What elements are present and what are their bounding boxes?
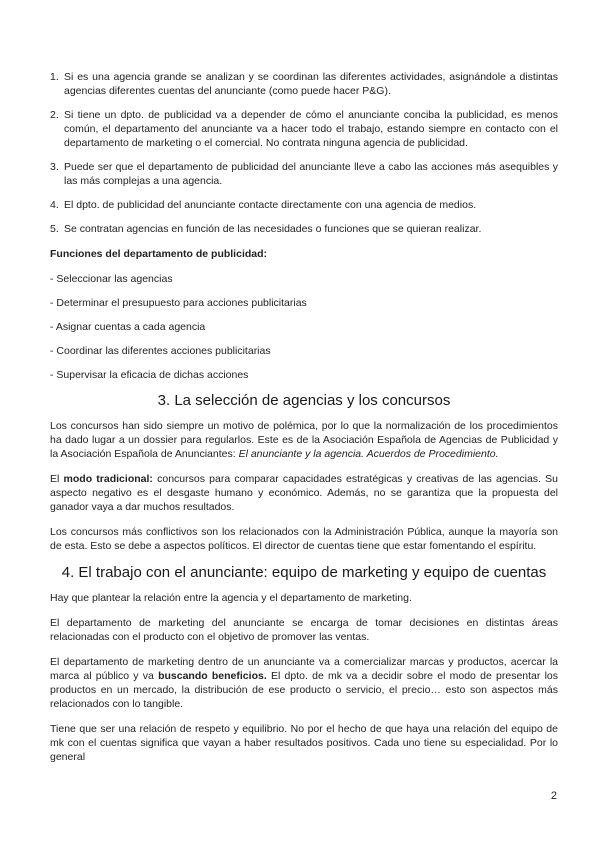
- functions-heading: Funciones del departamento de publicidad:: [50, 248, 268, 260]
- list-item: [50, 70, 558, 98]
- paragraph-text: Los concursos han sido siempre un motivo de polémica, por lo que la normalización de los procedimientos ha dado lugar a un dossier para regularlos. Este es de la Asociación Española de Agencias de Publicidad y la Asociación Española de Anunciantes:: [50, 420, 558, 460]
- list-item-number: 5.: [50, 223, 59, 235]
- function-item: - Asignar cuentas a cada agencia: [50, 321, 206, 333]
- paragraph-text: El departamento de marketing dentro de un anunciante va a comercializar marcas y productos, acercar la marca al público y va: [50, 656, 558, 682]
- list-item-text: El dpto. de publicidad del anunciante contacte directamente con una agencia de medios.: [64, 199, 477, 211]
- list-item-number: 2.: [50, 109, 59, 121]
- paragraph-text: El: [50, 473, 64, 485]
- function-item: - Coordinar las diferentes acciones publicitarias: [50, 345, 271, 357]
- list-item-text: Si tiene un dpto. de publicidad va a depender de cómo el anunciante conciba la publicidad, es menos común, el departamento del anunciante va a hacer todo el trabajo, estando siempre en contacto con el departamento de marketing o el comercial. No contrata ninguna agencia de publicidad.: [64, 109, 558, 149]
- section-4-paragraph: Tiene que ser una relación de respeto y equilibrio. No por el hecho de que haya una relación del equipo de mk con el cuentas significa que vayan a haber resultados positivos. Cada uno tiene su especialidad. Por lo general: [50, 723, 558, 763]
- list-item-number: 3.: [50, 161, 59, 173]
- function-item: - Supervisar la eficacia de dichas acciones: [50, 369, 249, 381]
- page-content: [50, 70, 558, 775]
- list-item-text: Si es una agencia grande se analizan y se coordinan las diferentes actividades, asignándole a distintas agencias diferentes cuentas del anunciante (como puede hacer P&G).: [64, 71, 558, 97]
- bold-term: buscando beneficios.: [158, 670, 267, 682]
- section-4-paragraph: [50, 655, 558, 711]
- section-3-paragraph: [50, 419, 558, 461]
- paragraph-text: El dpto. de mk va a decidir sobre el modo de presentar los productos en un mercado, la distribución de ese producto o servicio, el precio… esto son aspectos más relacionados con lo tangible.: [50, 670, 559, 710]
- section-3-title: 3. La selección de agencias y los concursos: [157, 392, 451, 409]
- list-item: [50, 222, 558, 236]
- section-4-paragraph: El departamento de marketing del anunciante se encarga de tomar decisiones en distintas áreas relacionadas con el producto con el objetivo de promover las ventas.: [50, 617, 558, 643]
- list-item-number: 4.: [50, 199, 59, 211]
- paragraph-text: concursos para comparar capacidades estratégicas y creativas de las agencias. Su aspecto negativo es el desgaste humano y económico. Además, no se garantiza que la propuesta del ganador vaya a dar muchos resultados.: [50, 473, 558, 513]
- list-item-text: Se contratan agencias en función de las necesidades o funciones que se quieran realizar.: [64, 223, 482, 235]
- numbered-list: [50, 70, 558, 236]
- list-item: [50, 108, 558, 150]
- section-4-title: 4. El trabajo con el anunciante: equipo de marketing y equipo de cuentas: [61, 564, 547, 581]
- page-number: 2: [550, 790, 557, 802]
- list-item-number: 1.: [50, 71, 59, 83]
- section-3-paragraph: [50, 472, 558, 514]
- function-item: - Seleccionar las agencias: [50, 273, 173, 285]
- document-title-italic: El anunciante y la agencia. Acuerdos de Procedimiento.: [238, 448, 499, 460]
- functions-list: [50, 272, 558, 382]
- list-item-text: Puede ser que el departamento de publicidad del anunciante lleve a cabo las acciones más asequibles y las más complejas a una agencia.: [64, 161, 558, 187]
- section-4-paragraph: Hay que plantear la relación entre la agencia y el departamento de marketing.: [50, 592, 412, 604]
- list-item: [50, 160, 558, 188]
- section-3-paragraph: Los concursos más conflictivos son los relacionados con la Administración Pública, aunque la mayoría son de esta. Esto se debe a aspectos políticos. El director de cuentas tiene que estar fomentando el espíritu.: [50, 526, 558, 552]
- bold-term: modo tradicional:: [63, 473, 153, 485]
- function-item: - Determinar el presupuesto para acciones publicitarias: [50, 297, 307, 309]
- list-item: [50, 198, 558, 212]
